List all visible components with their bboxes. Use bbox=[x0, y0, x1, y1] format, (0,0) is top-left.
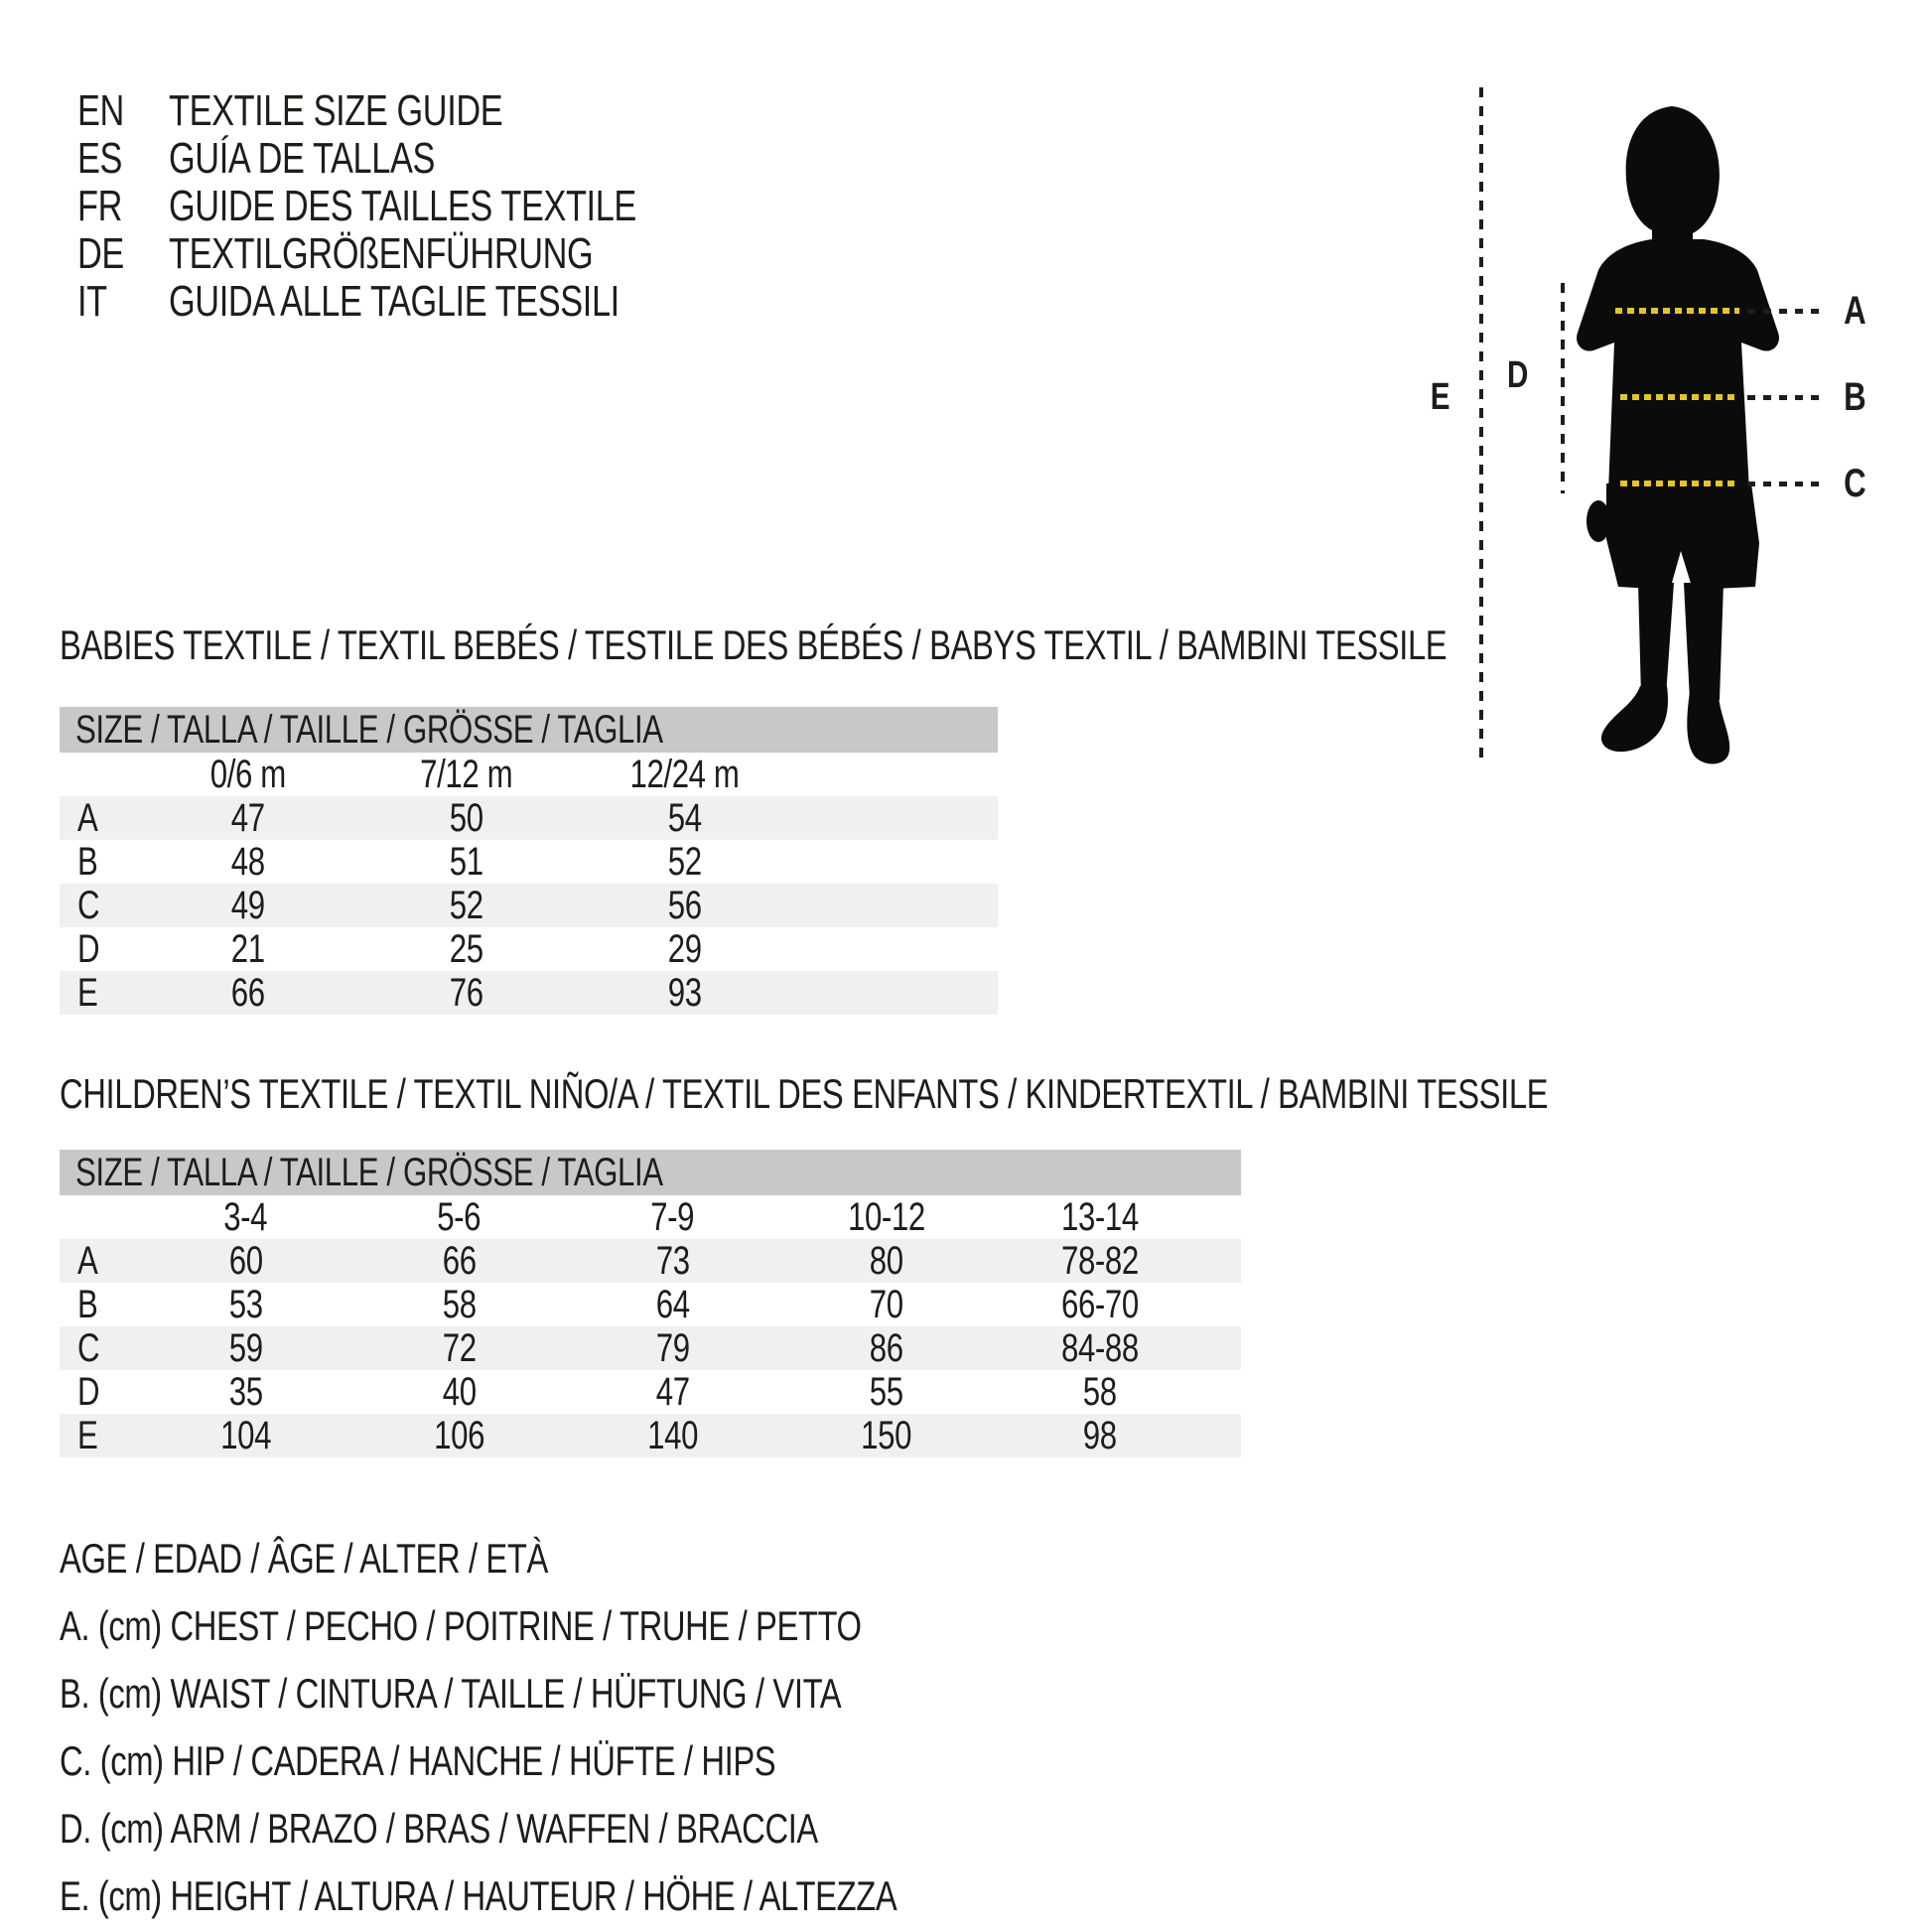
silhouette-head bbox=[1626, 106, 1720, 253]
size-value: 66 bbox=[231, 971, 265, 1015]
lang-row-en bbox=[77, 87, 768, 135]
guide-title-de: TEXTILGRÖßENFÜHRUNG bbox=[169, 229, 594, 278]
guide-title-fr: GUIDE DES TAILLES TEXTILE bbox=[169, 182, 636, 230]
size-value: 52 bbox=[450, 884, 483, 927]
size-value: 150 bbox=[861, 1414, 911, 1457]
row-label: D bbox=[77, 927, 100, 971]
guide-title-es: GUÍA DE TALLAS bbox=[169, 134, 435, 183]
legend-waist: B. (cm) WAIST / CINTURA / TAILLE / HÜFTUNG / VITA bbox=[60, 1670, 842, 1717]
row-label: E bbox=[77, 1414, 98, 1457]
legend-chest: A. (cm) CHEST / PECHO / POITRINE / TRUHE / PETTO bbox=[60, 1602, 862, 1649]
child-silhouette bbox=[1574, 94, 1812, 769]
size-value: 72 bbox=[442, 1326, 477, 1370]
chest-a-dotted-line bbox=[1747, 309, 1825, 314]
corner-cell bbox=[60, 1195, 139, 1239]
size-value: 29 bbox=[668, 927, 702, 971]
size-value: 66-70 bbox=[1060, 1283, 1139, 1326]
legend-age: AGE / EDAD / ÂGE / ALTER / ETÀ bbox=[60, 1535, 548, 1582]
size-value: 78-82 bbox=[1060, 1239, 1139, 1283]
size-value: 84-88 bbox=[1060, 1326, 1139, 1370]
size-value: 47 bbox=[231, 796, 265, 840]
size-value: 25 bbox=[450, 927, 483, 971]
measure-label-e: E bbox=[1430, 376, 1449, 418]
hip-c-dotted-line bbox=[1747, 482, 1825, 486]
hip-c-tape-line bbox=[1620, 481, 1739, 486]
size-value: 66 bbox=[442, 1239, 477, 1283]
silhouette-shorts bbox=[1606, 483, 1759, 590]
children-section-title: CHILDREN’S TEXTILE / TEXTIL NIÑO/A / TEXTIL DES ENFANTS / KINDERTEXTIL / BAMBINI TESSILE bbox=[60, 1070, 1549, 1117]
arm-d-dashed-line bbox=[1561, 283, 1565, 493]
guide-title-it: GUIDA ALLE TAGLIE TESSILI bbox=[169, 277, 620, 326]
lang-code: ES bbox=[77, 134, 123, 183]
silhouette-torso bbox=[1577, 239, 1779, 491]
babies-col-header: 12/24 m bbox=[629, 753, 741, 796]
size-value: 58 bbox=[442, 1283, 477, 1326]
measurement-figure bbox=[1410, 84, 1916, 779]
size-value: 60 bbox=[228, 1239, 263, 1283]
size-value: 140 bbox=[647, 1414, 698, 1457]
babies-row-a bbox=[60, 796, 998, 840]
corner-cell bbox=[60, 753, 139, 796]
lang-row-es bbox=[77, 135, 768, 183]
children-row-e bbox=[60, 1414, 1241, 1457]
row-label: B bbox=[77, 840, 98, 884]
size-value: 52 bbox=[668, 840, 702, 884]
size-value: 98 bbox=[1082, 1414, 1117, 1457]
size-value: 93 bbox=[668, 971, 702, 1015]
waist-b-dotted-line bbox=[1747, 395, 1825, 400]
lang-row-de bbox=[77, 230, 768, 278]
row-label: D bbox=[77, 1370, 100, 1414]
row-label: B bbox=[77, 1283, 98, 1326]
size-value: 106 bbox=[434, 1414, 484, 1457]
babies-col-header: 0/6 m bbox=[209, 753, 287, 796]
babies-col-header: 7/12 m bbox=[420, 753, 513, 796]
size-value: 70 bbox=[869, 1283, 903, 1326]
babies-column-header-row bbox=[60, 753, 998, 796]
measure-label-b: B bbox=[1843, 375, 1866, 419]
size-value: 35 bbox=[228, 1370, 263, 1414]
size-value: 73 bbox=[655, 1239, 690, 1283]
lang-code: IT bbox=[77, 277, 107, 326]
size-value: 86 bbox=[869, 1326, 903, 1370]
size-value: 51 bbox=[450, 840, 483, 884]
measure-label-d: D bbox=[1506, 354, 1528, 396]
children-col-header: 5-6 bbox=[437, 1195, 482, 1239]
measure-label-c: C bbox=[1843, 462, 1866, 505]
legend-arm: D. (cm) ARM / BRAZO / BRAS / WAFFEN / BRACCIA bbox=[60, 1805, 818, 1852]
lang-row-it bbox=[77, 278, 768, 326]
children-row-c bbox=[60, 1326, 1241, 1370]
children-row-a bbox=[60, 1239, 1241, 1283]
legend-height: E. (cm) HEIGHT / ALTURA / HAUTEUR / HÖHE / ALTEZZA bbox=[60, 1872, 897, 1919]
waist-b-tape-line bbox=[1620, 394, 1739, 400]
children-col-header: 7-9 bbox=[650, 1195, 695, 1239]
size-value: 21 bbox=[231, 927, 265, 971]
children-row-d bbox=[60, 1370, 1241, 1414]
lang-code: FR bbox=[77, 182, 122, 230]
children-col-header: 3-4 bbox=[223, 1195, 268, 1239]
babies-size-header-bar: SIZE / TALLA / TAILLE / GRÖSSE / TAGLIA bbox=[60, 707, 998, 753]
size-value: 76 bbox=[450, 971, 483, 1015]
lang-code: DE bbox=[77, 229, 124, 278]
legend-hip: C. (cm) HIP / CADERA / HANCHE / HÜFTE / HIPS bbox=[60, 1737, 776, 1784]
lang-row-fr bbox=[77, 183, 768, 230]
silhouette-right-shoe bbox=[1687, 690, 1729, 763]
babies-row-d bbox=[60, 927, 998, 971]
children-col-header: 13-14 bbox=[1060, 1195, 1139, 1239]
size-value: 50 bbox=[450, 796, 483, 840]
size-value: 104 bbox=[220, 1414, 271, 1457]
size-value: 58 bbox=[1082, 1370, 1117, 1414]
babies-row-c bbox=[60, 884, 998, 927]
row-label: A bbox=[77, 1239, 98, 1283]
size-value: 55 bbox=[869, 1370, 903, 1414]
babies-section-title: BABIES TEXTILE / TEXTIL BEBÉS / TESTILE DES BÉBÉS / BABYS TEXTIL / BAMBINI TESSILE bbox=[60, 621, 1448, 668]
measure-label-a: A bbox=[1843, 289, 1866, 333]
size-value: 79 bbox=[655, 1326, 690, 1370]
size-value: 49 bbox=[231, 884, 265, 927]
row-label: C bbox=[77, 884, 100, 927]
babies-row-b bbox=[60, 840, 998, 884]
size-value: 56 bbox=[668, 884, 702, 927]
children-size-header-bar: SIZE / TALLA / TAILLE / GRÖSSE / TAGLIA bbox=[60, 1150, 1241, 1195]
size-value: 64 bbox=[655, 1283, 690, 1326]
size-value: 59 bbox=[228, 1326, 263, 1370]
chest-a-tape-line bbox=[1615, 308, 1739, 314]
size-value: 40 bbox=[442, 1370, 477, 1414]
row-label: C bbox=[77, 1326, 100, 1370]
row-label: A bbox=[77, 796, 98, 840]
silhouette-left-shoe bbox=[1601, 686, 1668, 752]
row-label: E bbox=[77, 971, 98, 1015]
babies-row-e bbox=[60, 971, 998, 1015]
children-row-b bbox=[60, 1283, 1241, 1326]
size-value: 48 bbox=[231, 840, 265, 884]
language-header bbox=[77, 87, 768, 326]
size-value: 47 bbox=[655, 1370, 690, 1414]
size-value: 80 bbox=[869, 1239, 903, 1283]
children-column-header-row bbox=[60, 1195, 1241, 1239]
size-value: 54 bbox=[668, 796, 702, 840]
lang-code: EN bbox=[77, 86, 124, 135]
size-value: 53 bbox=[228, 1283, 263, 1326]
guide-title-en: TEXTILE SIZE GUIDE bbox=[169, 86, 503, 135]
children-col-header: 10-12 bbox=[847, 1195, 925, 1239]
